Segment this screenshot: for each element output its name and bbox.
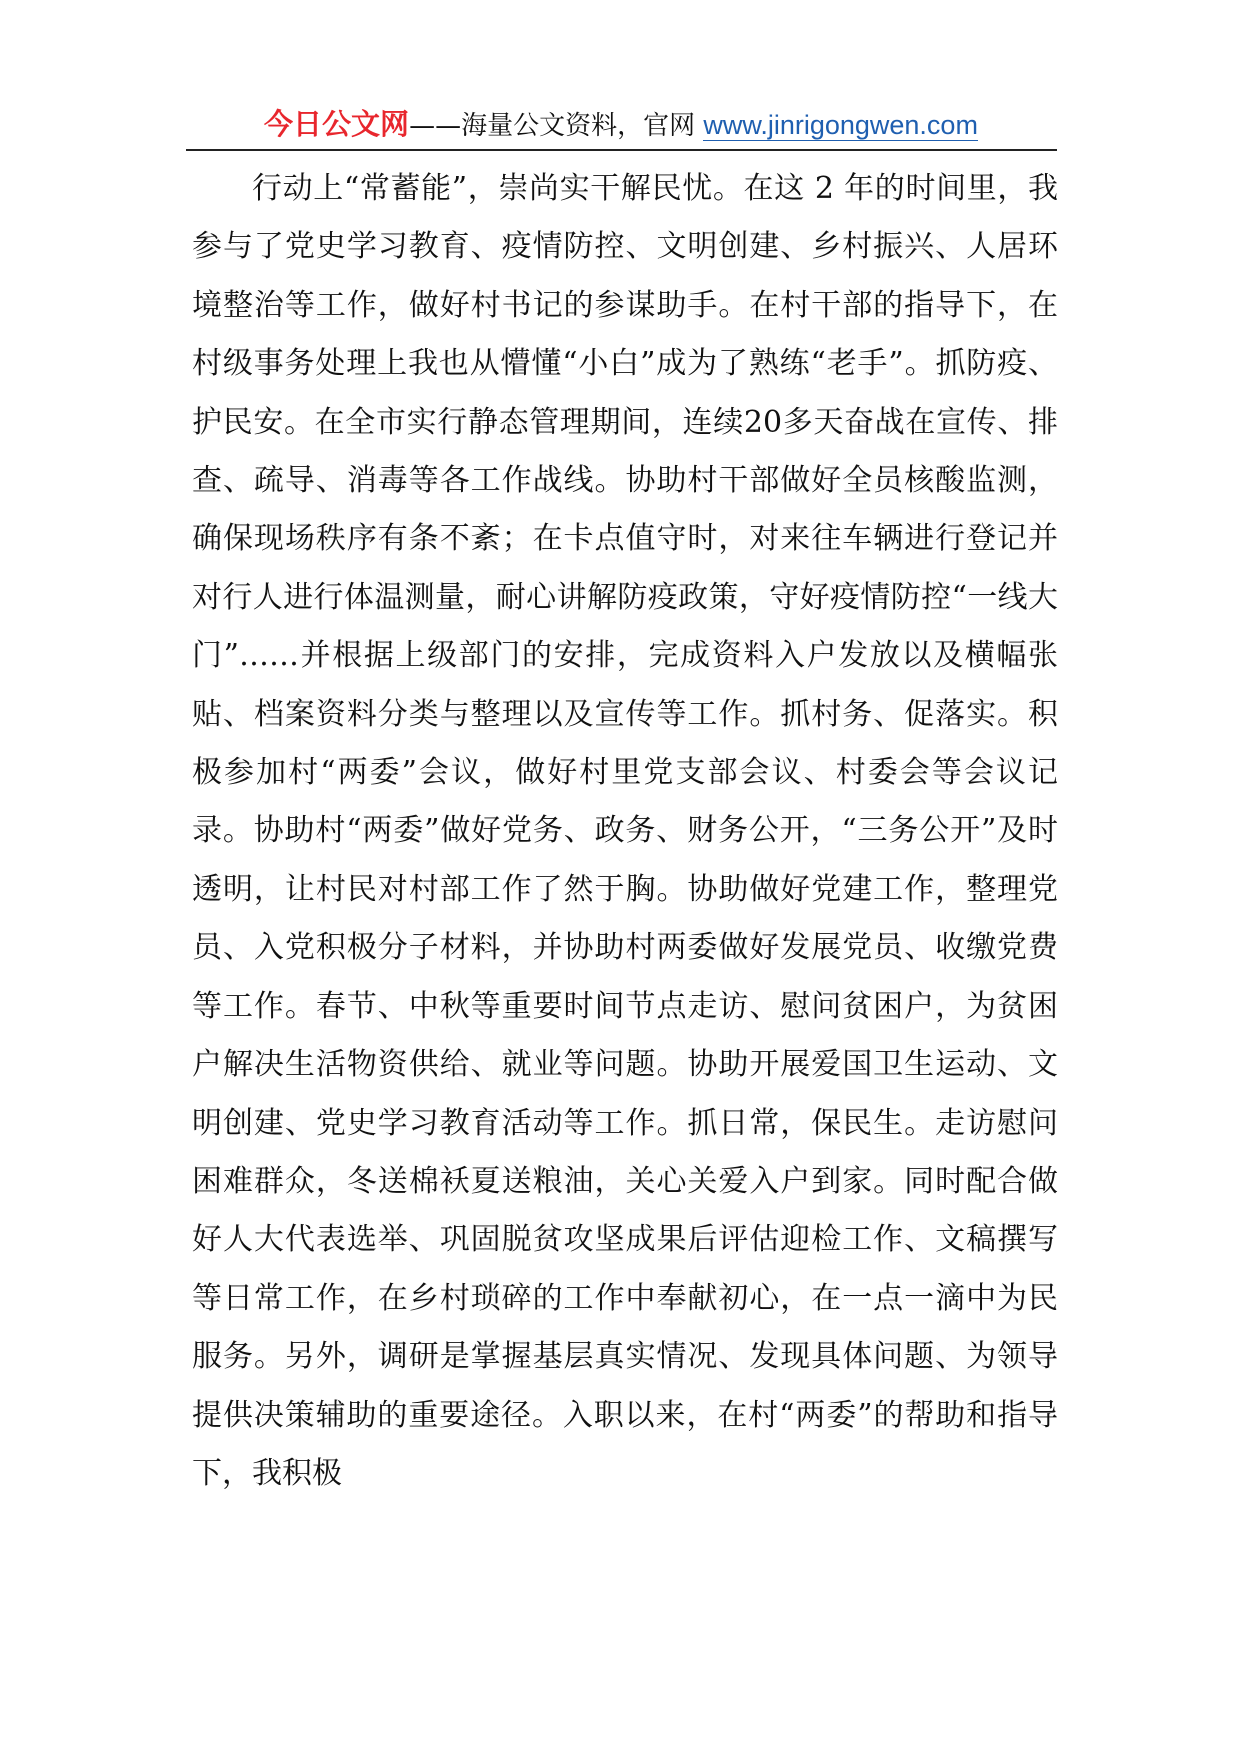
header-site-link[interactable]: www.jinrigongwen.com — [703, 110, 978, 140]
header-divider — [186, 149, 1057, 151]
body-paragraph: 行动上“常蓄能”，崇尚实干解民忧。在这 2 年的时间里，我参与了党史学习教育、疫情防控、文明创建、乡村振兴、人居环境整治等工作，做好村书记的参谋助手。在村干部的指导下，在村级事务处理上我也从懵懂“小白”成为了熟练“老手”。抓防疫、护民安。在全市实行静态管理期间，连续20多天奋战在宣传、排查、疏导、消毒等各工作战线。协助村干部做好全员核酸监测，确保现场秩序有条不紊；在卡点值守时，对来往车辆进行登记并对行人进行体温测量，耐心讲解防疫政策，守好疫情防控“一线大门”……并根据上级部门的安排，完成资料入户发放以及横幅张贴、档案资料分类与整理以及宣传等工作。抓村务、促落实。积极参加村“两委”会议，做好村里党支部会议、村委会等会议记录。协助村“两委”做好党务、政务、财务公开，“三务公开”及时透明，让村民对村部工作了然于胸。协助做好党建工作，整理党员、入党积极分子材料，并协助村两委做好发展党员、收缴党费等工作。春节、中秋等重要时间节点走访、慰问贫困户，为贫困户解决生活物资供给、就业等问题。协助开展爱国卫生运动、文明创建、党史学习教育活动等工作。抓日常，保民生。走访慰问困难群众，冬送棉袄夏送粮油，关心关爱入户到家。同时配合做好人大代表选举、巩固脱贫攻坚成果后评估迎检工作、文稿撰写等日常工作，在乡村琐碎的工作中奉献初心，在一点一滴中为民服务。另外，调研是掌握基层真实情况、发现具体问题、为领导提供决策辅助的重要途径。入职以来，在村“两委”的帮助和指导下，我积极 — [192, 171, 1058, 1491]
page-header — [186, 104, 1056, 144]
header-tagline: ——海量公文资料，官网 — [409, 111, 704, 141]
header-brand: 今日公文网 — [264, 107, 410, 141]
